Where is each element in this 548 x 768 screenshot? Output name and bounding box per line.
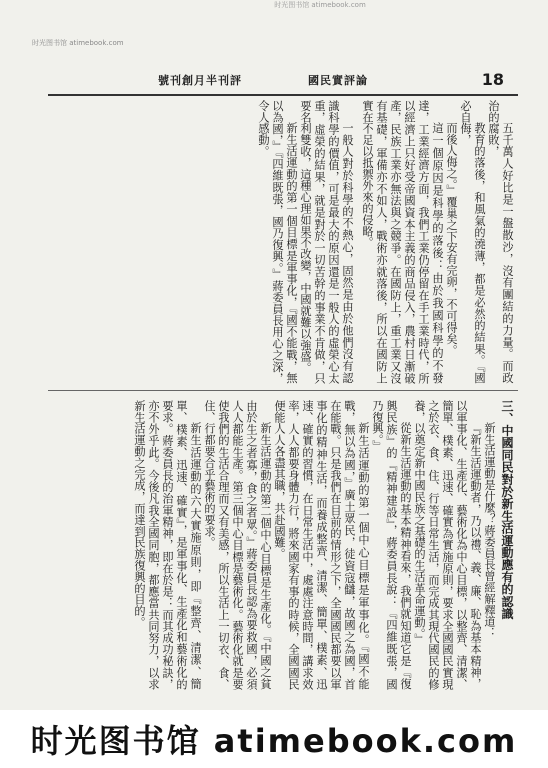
magazine-issue-title: 號刊創月半刊評 bbox=[158, 74, 242, 87]
footer-watermark: 时光图书馆 atimebook.com bbox=[0, 710, 548, 768]
paragraph: 這一個原因是科學的落後：由於我國科學的不發達，工業經濟方面，我們工業仍停留在手工業時代，所以經濟上只好受帝國資本主義的商品侵入，農村日漸破產，民族工業亦無法與之競爭。在國防上，重工業又沒有基礎，軍備亦不如人，戰術亦就落後，所以在國防上實在不足以抵禦外來的侵略。 bbox=[361, 100, 444, 384]
watermark-top: 时光图书馆 atimebook.com bbox=[274, 1, 366, 9]
paragraph: 一般人對於科學的不熱心，固然是由於他們沒有認識科學的價值，可是最大的原因還是一般人的虛榮心太重，虛榮的結果，就是對於一切苦幹的事業不肯做，只要名利雙收，這種心理如果不改變，中國就難以強盛。 bbox=[299, 100, 354, 384]
header-rule bbox=[48, 94, 518, 96]
magazine-name: 國民實評論 bbox=[308, 74, 368, 87]
paragraph: 教育的落後，和風氣的澆薄，都是必然的結果。『國必自侮， bbox=[459, 100, 486, 384]
text-body bbox=[48, 100, 518, 700]
page-header bbox=[48, 70, 518, 92]
paragraph: 從新生活運動的基本精神看來，我們就知道它是『復興民族』的『精神建設』，蔣委員長說：『四維既張，國乃復興。』 bbox=[371, 400, 412, 690]
paragraph: 『新生活運動者，乃以禮、義、廉、恥為基本精神，以軍事化、生產化、藝術化為中心目標，以整齊、清潔、簡單、樸素、迅速、確實為實施原則，要求全國國民實現之於衣、食、住、行等日常生活，而完成其現代國民的修養，以奠定新中國民族之基礎的生活革命運動。』 bbox=[413, 400, 482, 690]
lower-text-block bbox=[48, 400, 514, 690]
paragraph: 新生活運動的第一個目標是軍事化，『國不能戰，無以為國，』『四維既張，國乃復興。』蔣委員長用心之深，令人感動。 bbox=[257, 100, 298, 384]
paragraph: 新生活運動的第一個中心目標是軍事化。『國不能戰，無以為國，』廣土眾民，徒資寇讎，故國之為國，首在能戰。只是我們在目前的情形之下，全國國民都要以軍事化的精神生活，而養成整齊、清潔、簡單、樸素、迅速、確實的習慣，在日常生活中，處處注意時間，講求效率，人人都要身體力行，將來國家有事的時候，全國國民便能人人各盡其職，共赴國難。 bbox=[273, 400, 370, 690]
paragraph: 而後人侮之。』覆巢之下安有完卵，不可得矣。 bbox=[445, 122, 458, 357]
section-heading: 三、中國同民對於新生活運動應有的認識 bbox=[500, 400, 514, 620]
column-divider bbox=[48, 390, 518, 391]
paragraph: 新生活運動的六大實施原則，即『整齊、清潔、簡單、樸素、迅速、確實』，是軍事化、生產化和藝術化的要求。蔣委員長的治軍精神，即在於是：而其成功秘訣，亦不外乎此。今後凡我全國同胞，都應當共同努力，以求新生活運動之完成，而達到民族復興的目的。 bbox=[133, 400, 202, 690]
paragraph: 新生活運動是什麼？蔣委員長曾經解釋道： bbox=[483, 422, 496, 639]
upper-text-block bbox=[48, 100, 514, 384]
page-number: 18 bbox=[481, 70, 504, 89]
paragraph: 五千萬人好比是一盤散沙，沒有團結的力量。而政治的腐敗， bbox=[487, 100, 514, 384]
corner-watermark: 时光图书馆 atimebook.com bbox=[32, 39, 124, 47]
paragraph: 新生活運動的第二個中心目標是生產化。『中國之貧由於生之者寡，食之者眾。』蔣委員長認為要救國，必須人人都能生產。第三個中心目標是藝術化。藝術化就是要使我們的生活合理而又有美感，所以生活上一切衣、食、住、行都要合乎藝術的要求。 bbox=[203, 400, 272, 690]
